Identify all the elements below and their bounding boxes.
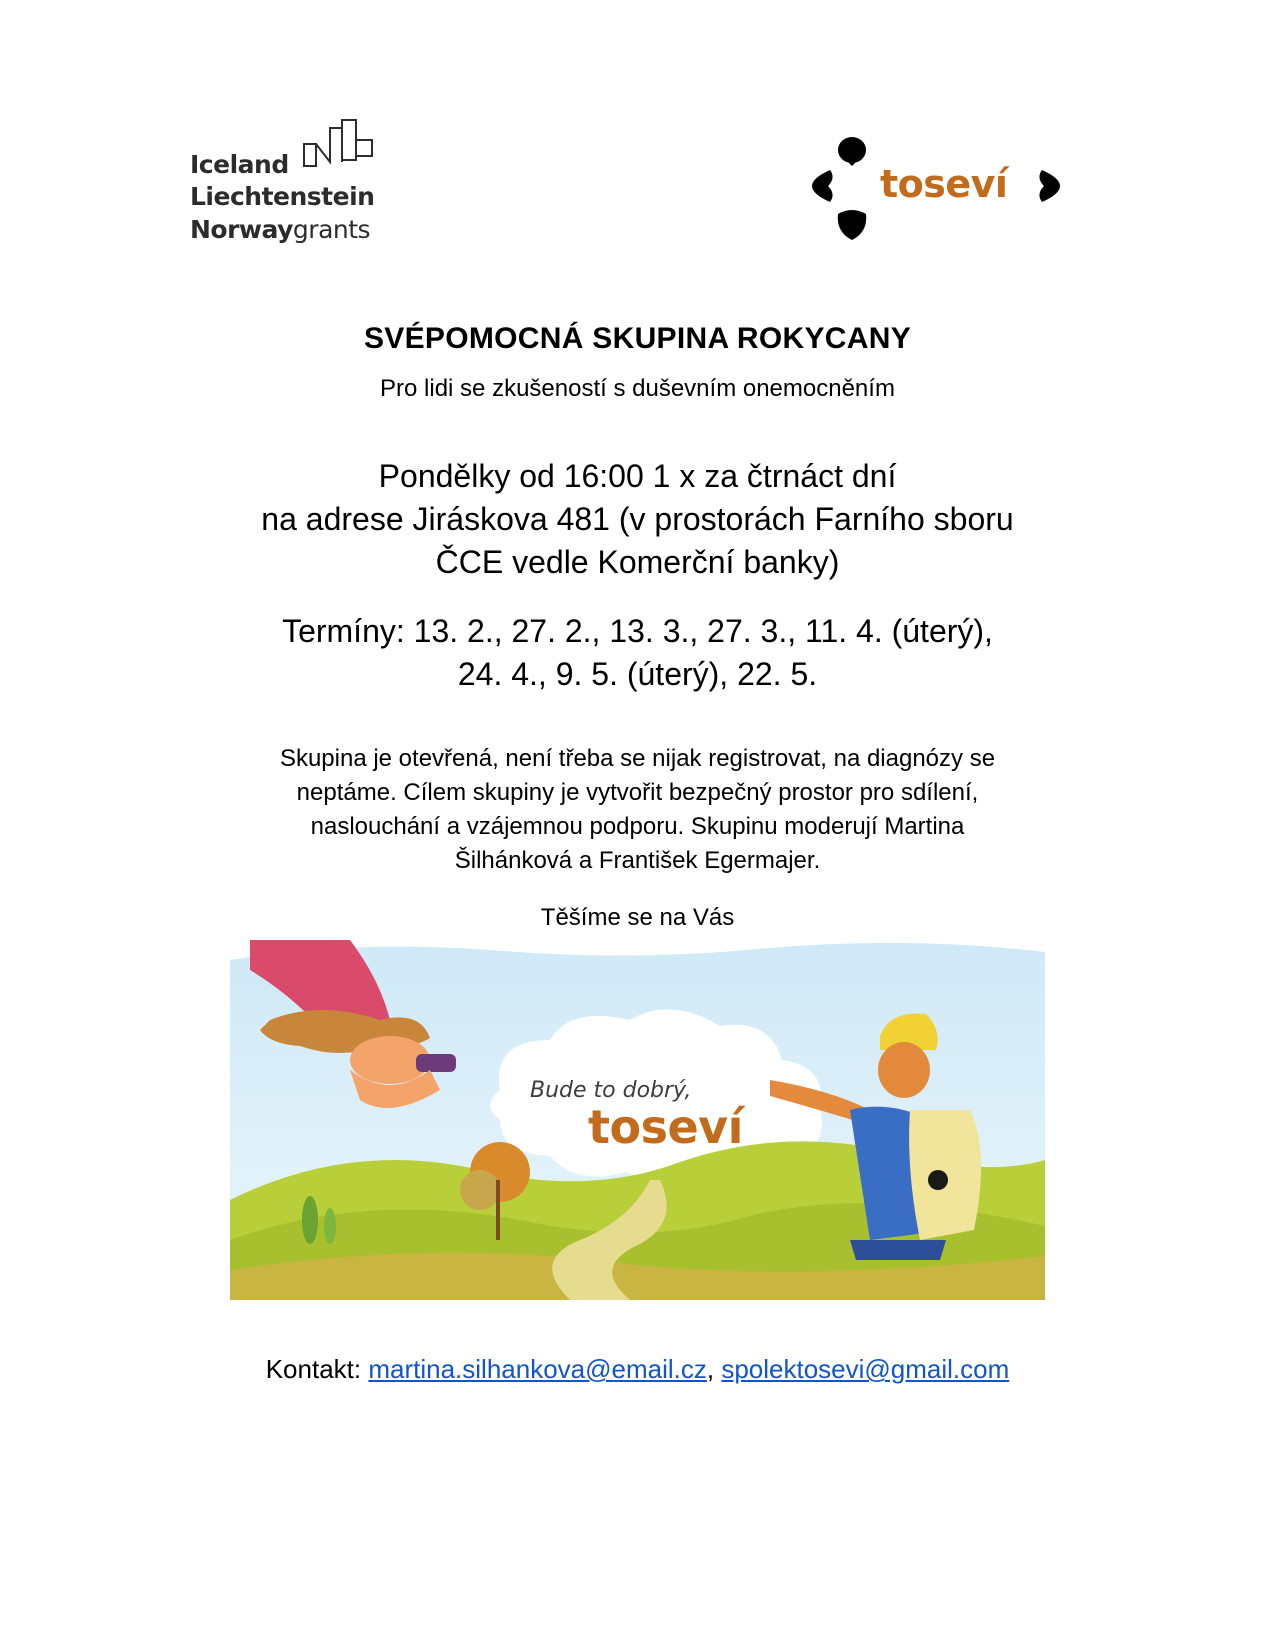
contact-label: Kontakt: — [265, 1354, 369, 1384]
description-line: Šilhánková a František Egermajer. — [454, 847, 821, 874]
description-line: Skupina je otevřená, není třeba se nijak registrovat, na diagnózy se — [279, 745, 996, 772]
eea-line-liechtenstein: Liechtenstein — [190, 182, 375, 211]
dates-line: Termíny: 13. 2., 27. 2., 13. 3., 27. 3., 11. 4. (úterý), — [282, 613, 993, 649]
eea-line-iceland: Iceland — [190, 150, 289, 179]
schedule-block — [0, 455, 1275, 584]
eea-grants-logo — [190, 118, 390, 248]
eea-grants-mark-icon — [302, 118, 382, 170]
illustration — [230, 940, 1045, 1310]
contact-line — [0, 1354, 1275, 1385]
schedule-line: Pondělky od 16:00 1 x za čtrnáct dní — [378, 458, 897, 494]
description-line: neptáme. Cílem skupiny je vytvořit bezpečný prostor pro sdílení, — [296, 779, 979, 806]
page-title: SVÉPOMOCNÁ SKUPINA ROKYCANY — [363, 322, 912, 355]
contact-email-link-1[interactable]: martina.silhankova@email.cz — [368, 1354, 707, 1384]
dates-block — [0, 610, 1275, 696]
page-subtitle: Pro lidi se zkušeností s duševním onemocněním — [380, 375, 895, 402]
schedule-line: ČCE vedle Komerční banky) — [435, 544, 840, 580]
description-block — [200, 742, 1075, 878]
tosevi-wordmark: toseví — [880, 162, 1008, 206]
illustration-brand: toseví — [588, 1100, 743, 1154]
schedule-line: na adrese Jiráskova 481 (v prostorách Farního sboru — [261, 501, 1014, 537]
dates-line: 24. 4., 9. 5. (úterý), 22. 5. — [457, 656, 818, 692]
illustration-tagline: Bude to dobrý, — [530, 1078, 692, 1103]
description-line: naslouchání a vzájemnou podporu. Skupinu moderují Martina — [310, 813, 965, 840]
contact-separator: , — [706, 1354, 722, 1384]
closing-text: Těšíme se na Vás — [540, 904, 735, 931]
eea-line-norway-grants — [190, 215, 370, 244]
contact-email-link-2[interactable]: spolektosevi@gmail.com — [721, 1354, 1010, 1384]
eea-grants: grants — [292, 215, 371, 244]
eea-norway: Norway — [190, 215, 293, 244]
tosevi-logo — [810, 136, 1060, 246]
